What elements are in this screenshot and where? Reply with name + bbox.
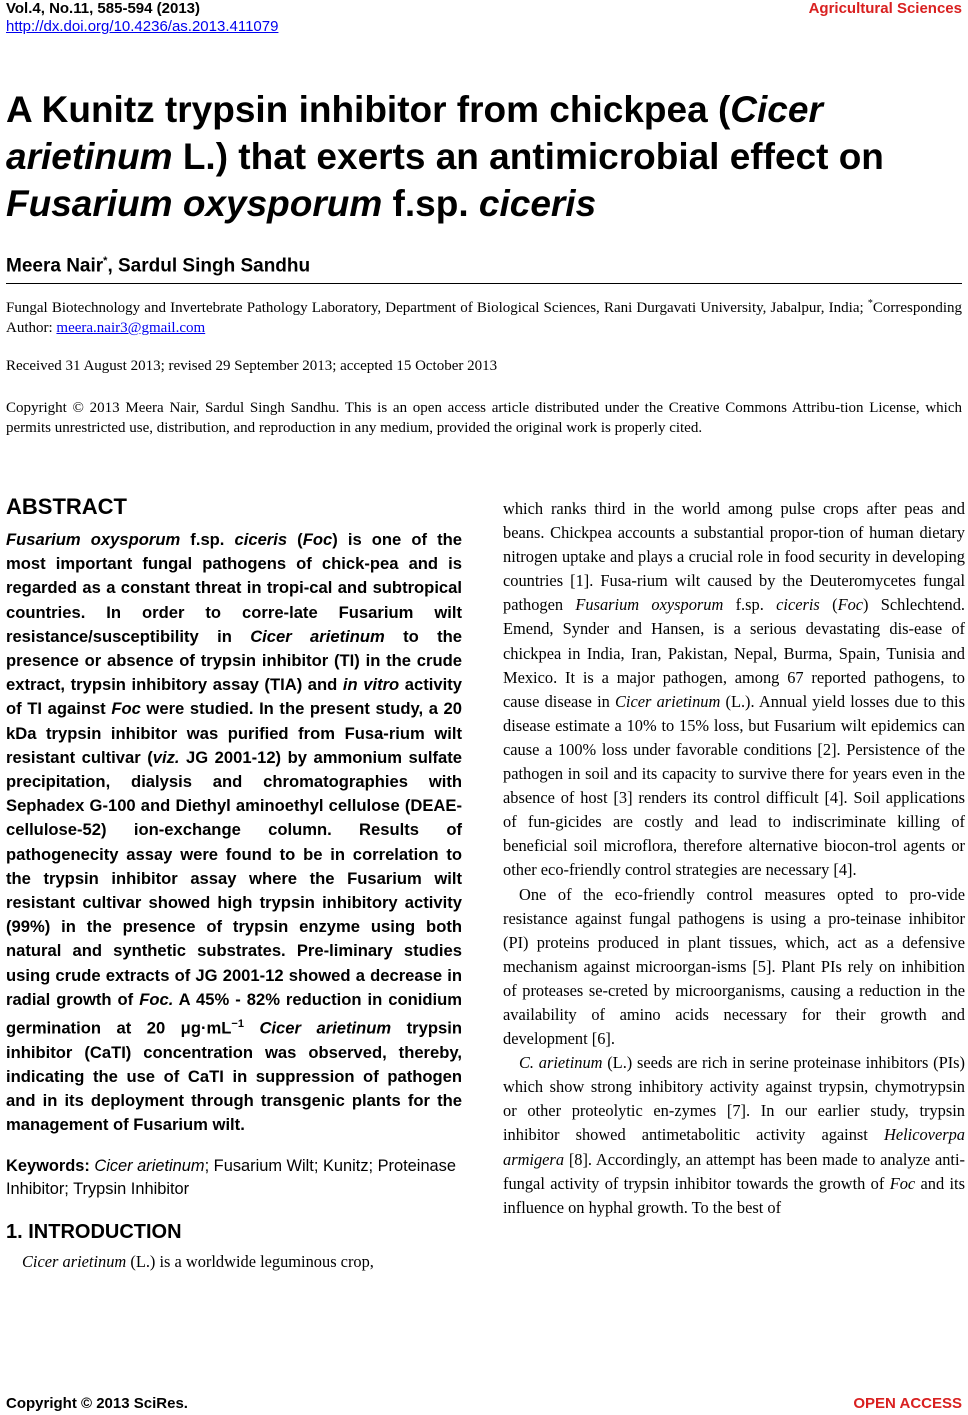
abstract-span: f.sp. <box>180 530 235 549</box>
title-divider <box>6 283 962 284</box>
title-part: f.sp. <box>382 183 479 224</box>
body-paragraph <box>503 1051 965 1220</box>
title-forma: ciceris <box>478 183 597 224</box>
intro-species: Cicer arietinum <box>22 1251 127 1271</box>
abstract-span: A 45% - 82% reduction in conidium germination at 20 μg·mL <box>6 989 462 1038</box>
abstract-span: activity of TI against <box>6 675 462 719</box>
abstract-span: Cicer arietinum <box>259 1018 392 1038</box>
author-list <box>6 255 310 277</box>
body-span: ( <box>819 595 838 615</box>
body-span: (L.). Annual yield losses due to this disease estimate a 10% to 15% loss, but Fusarium wilt epidemics can cause a 100% loss under favorable conditions [2]. Persistence of the pathogen in soil and its capacity to survive there for years even in the absence of host [3] renders its control difficult [4]. Soil applications of fun-gicides are costly and lead to indiscriminate killing of beneficial soil microflora, therefore alternative biocon-trol agents or other eco-friendly control strategies are necessary [4]. <box>503 691 965 880</box>
body-span: (L.) seeds are rich in serine proteinase inhibitors (PIs) which show strong inhibitory activity against trypsin, chymotrypsin or other proteolytic en-zymes [7]. In our earlier study, trypsin inhibitor showed antimetabolitic activity against <box>503 1053 965 1145</box>
affiliation-text: Fungal Biotechnology and Invertebrate Pathology Laboratory, Department of Biological Sciences, Rani Durgavati University, Jabalpur, India; <box>6 300 868 316</box>
abstract-span: in vitro <box>342 675 400 695</box>
title-part: L.) that exerts an antimicrobial effect on <box>172 136 884 177</box>
corresponding-marker: * <box>867 298 873 309</box>
abstract-superscript: −1 <box>231 1018 244 1031</box>
abstract-span <box>244 1019 260 1038</box>
body-span: f.sp. <box>723 595 777 615</box>
author-name: , Sardul Singh Sandhu <box>107 255 311 277</box>
section-heading-introduction: 1. INTRODUCTION <box>6 1220 182 1243</box>
body-italic: ciceris <box>776 595 820 615</box>
journal-name: Agricultural Sciences <box>808 0 962 17</box>
abstract-span: to the presence or absence of trypsin inhibitor (TI) in the crude extract, trypsin inhibitory assay (TIA) and <box>6 626 462 695</box>
open-access-label: OPEN ACCESS <box>853 1395 962 1412</box>
received-dates: Received 31 August 2013; revised 29 September 2013; accepted 15 October 2013 <box>6 358 498 374</box>
title-part: A Kunitz trypsin inhibitor from chickpea ( <box>6 89 731 130</box>
body-span: and its influence on hyphal growth. To the best of <box>503 1173 965 1217</box>
body-italic: C. arietinum <box>519 1053 603 1073</box>
abstract-span: Foc. <box>139 989 174 1009</box>
keywords-list: ; Fusarium Wilt; Kunitz; Proteinase Inhibitor; Trypsin Inhibitor <box>6 1156 456 1198</box>
volume-info: Vol.4, No.11, 585-594 (2013) <box>6 0 200 17</box>
body-italic: Cicer arietinum <box>614 691 721 711</box>
corresponding-label: Corresponding Author: <box>6 300 962 336</box>
body-paragraph: One of the eco-friendly control measures opted to pro-vide resistance against fungal pathogens is using a pro-teinase inhibitor (PI) proteins produced in plant tissues, which, act as a defensive mechanism against microorgan-isms [5]. Plant PIs rely on inhibition of proteases se-creted by microorganisms, causing a reduction in the availability of amino acids necessary for their growth and development [6]. <box>503 884 965 1049</box>
email-link[interactable]: meera.nair3@gmail.com <box>56 320 206 336</box>
body-italic: Helicoverpa armigera <box>503 1125 965 1169</box>
body-span: ) Schlechtend. Emend, Synder and Hansen, is a serious devastating dis-ease of chickpea in India, Iran, Pakistan, Nepal, Burma, Spain, Tunisia and Mexico. It is a major pathogen, among 67 reported pathogens, to cause disease in <box>503 595 965 711</box>
intro-text: (L.) is a worldwide leguminous crop, <box>126 1251 374 1271</box>
corresponding-marker: * <box>103 255 108 267</box>
abstract-span: ) is one of the most important fungal pathogens of chick-pea and is regarded as a constant threat in tropi-cal and subtropical countries. In order to corre-late Fusarium wilt resistance/susceptibility in <box>6 530 462 646</box>
right-column <box>503 497 965 1220</box>
body-span: [8]. Accordingly, an attempt has been made to analyze anti-fungal activity of trypsin inhibitor towards the growth of <box>503 1149 965 1193</box>
abstract-span: ( <box>287 530 303 549</box>
affiliation <box>6 294 962 338</box>
author-name: Meera Nair <box>6 255 104 277</box>
abstract-span: Fusarium oxysporum <box>6 530 181 549</box>
keywords-label: Keywords: <box>6 1156 90 1175</box>
abstract-span: Foc <box>302 530 333 549</box>
abstract-span: Cicer arietinum <box>250 626 385 646</box>
title-species: Cicer arietinum <box>6 89 823 177</box>
copyright-notice: Copyright © 2013 Meera Nair, Sardul Singh Sandhu. This is an open access article distributed under the Creative Commons Attribu-tion License, which permits unrestricted use, distribution, and reproduction in any medium, provided the original work is properly cited. <box>6 400 962 436</box>
abstract-span: Foc <box>111 699 141 719</box>
abstract-span: trypsin inhibitor (CaTI) concentration was observed, thereby, indicating the use of CaTI in suppression of pathogen and in its deployment through transgenic plants for the management of Fusarium wilt. <box>6 1018 462 1135</box>
body-italic: Foc <box>837 595 864 615</box>
title-species: Fusarium oxysporum <box>6 183 383 224</box>
doi-link[interactable]: http://dx.doi.org/10.4236/as.2013.411079 <box>6 18 279 35</box>
body-paragraph <box>503 497 965 883</box>
keywords <box>6 1155 462 1201</box>
article-title <box>6 86 956 227</box>
abstract-span: were studied. In the present study, a 20 kDa trypsin inhibitor was purified from Fusa-rium wilt resistant cultivar ( <box>6 699 462 767</box>
intro-paragraph <box>6 1250 462 1274</box>
abstract-span: JG 2001-12) by ammonium sulfate precipitation, dialysis and chromatographies with Sephadex G-100 and Diethyl aminoethyl cellulose (DEAE-cellulose-52) ion-exchange column. Results of pathogenecity assay were found to be in correlation to the trypsin inhibitor assay where the Fusarium wilt resistant cultivar showed high trypsin inhibitory activity (99%) in the presence of trypsin enzyme using both natural and synthetic substrates. Pre-liminary studies using crude extracts of JG 2001-12 showed a decrease in radial growth of <box>6 747 462 1009</box>
abstract-span: viz. <box>152 747 180 767</box>
body-italic: Fusarium oxysporum <box>575 595 724 615</box>
abstract-heading: ABSTRACT <box>6 494 127 519</box>
body-span: which ranks third in the world among pulse crops after peas and beans. Chickpea accounts a substantial propor-tion of human dietary nitrogen uptake and plays a crucial role in food security in developing countries [1]. Fusa-rium wilt caused by the Deuteromycetes fungal pathogen <box>503 499 965 615</box>
keyword-species: Cicer arietinum <box>94 1156 205 1175</box>
body-italic: Foc <box>889 1173 916 1193</box>
left-column <box>6 493 462 1274</box>
footer-copyright: Copyright © 2013 SciRes. <box>6 1395 188 1412</box>
abstract-text <box>6 528 462 1138</box>
abstract-span: ciceris <box>234 530 288 549</box>
